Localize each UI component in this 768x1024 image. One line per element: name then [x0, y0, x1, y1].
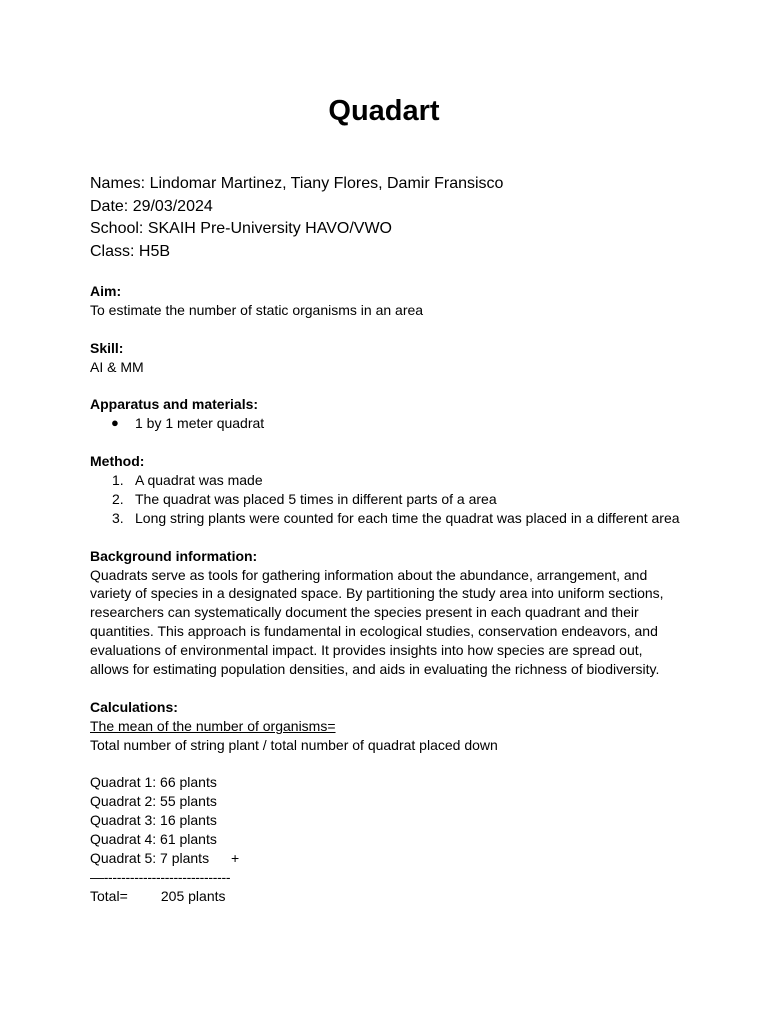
spacer — [90, 528, 690, 547]
apparatus-section — [90, 395, 690, 433]
step-number: 2. — [112, 490, 124, 507]
method-heading: Method: — [90, 453, 145, 470]
quadrat-row: Quadrat 3: 16 plants — [90, 812, 217, 829]
step-number: 1. — [112, 472, 124, 489]
calculations-section — [90, 698, 690, 906]
step-number: 3. — [112, 509, 124, 526]
report-body — [90, 282, 690, 906]
class-line: Class: H5B — [90, 242, 171, 260]
formula-title: The mean of the number of organisms= — [90, 717, 336, 734]
step-text: A quadrat was made — [135, 472, 263, 489]
total-value: 205 plants — [160, 887, 226, 904]
formula-text: Total number of string plant / total number of quadrat placed down — [90, 736, 498, 753]
background-text: Quadrats serve as tools for gathering information about the abundance, arrangement, and variety of species in a designated space. By partitioning the study area into uniform sections, researchers can systematically document the species present in each quadrant and their quantities. This approach is fundamental in ecological studies, conservation endeavors, and evaluations of environmental impact. It provides insights into how species are spread out, allows for estimating population densities, and aids in evaluating the richness of biodiversity. — [90, 566, 664, 678]
plus-sign: + — [230, 850, 240, 867]
method-step — [90, 471, 690, 490]
quadrat-row: Quadrat 2: 55 plants — [90, 793, 217, 810]
aim-heading: Aim: — [90, 283, 122, 299]
sum-rule: —----------------------------- — [90, 869, 231, 885]
spacer — [90, 433, 690, 452]
method-step — [90, 509, 690, 528]
background-heading: Background information: — [90, 547, 258, 564]
total-label: Total= — [90, 887, 128, 904]
background-section — [90, 547, 690, 679]
quadrat-row: Quadrat 1: 66 plants — [90, 774, 217, 791]
aim-text: To estimate the number of static organisms in an area — [90, 301, 424, 318]
list-item — [90, 414, 690, 433]
quadrat-row-last — [90, 849, 690, 868]
aim-section — [90, 282, 690, 320]
method-section — [90, 452, 690, 528]
school-line: School: SKAIH Pre-University HAVO/VWO — [90, 220, 392, 237]
document-title: Quadart — [328, 95, 440, 127]
date-line: Date: 29/03/2024 — [90, 197, 213, 215]
total-row — [90, 887, 690, 906]
spacer — [90, 377, 690, 396]
spacer — [90, 320, 690, 339]
skill-section — [90, 339, 690, 377]
method-step — [90, 490, 690, 509]
names-line: Names: Lindomar Martinez, Tiany Flores, Damir Fransisco — [90, 175, 504, 192]
apparatus-heading: Apparatus and materials: — [90, 396, 259, 413]
skill-text: AI & MM — [90, 358, 144, 375]
bullet-marker: ● — [111, 415, 119, 431]
skill-heading: Skill: — [90, 339, 124, 356]
list-item-text: 1 by 1 meter quadrat — [135, 415, 265, 432]
spacer — [90, 755, 690, 774]
author-info — [90, 173, 503, 263]
step-text: Long string plants were counted for each time the quadrat was placed in a different area — [135, 509, 680, 526]
quadrat-row: Quadrat 4: 61 plants — [90, 831, 217, 848]
step-text: The quadrat was placed 5 times in different parts of a area — [135, 490, 497, 507]
quadrat-row-text: Quadrat 5: 7 plants — [90, 850, 210, 867]
calculations-heading: Calculations: — [90, 698, 178, 715]
spacer — [90, 679, 690, 698]
